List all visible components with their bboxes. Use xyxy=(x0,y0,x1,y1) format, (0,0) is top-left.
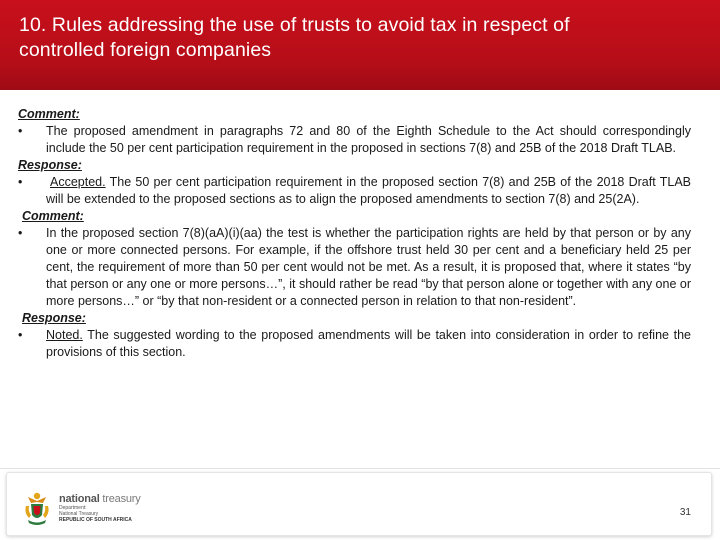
response-text-2: The suggested wording to the proposed amendments will be taken into consideration in order to refine the provisions of this section. xyxy=(46,328,691,359)
slide-footer xyxy=(6,472,712,536)
logo-department-name: National Treasury xyxy=(59,511,99,517)
response-heading-1: Response: xyxy=(18,158,82,172)
comment-bullet-1 xyxy=(18,123,691,157)
comment-heading-2: Comment: xyxy=(22,209,84,223)
comment-text-1: The proposed amendment in paragraphs 72 and 80 of the Eighth Schedule to the Act should correspondingly include the 50 per cent participation requirement in the proposed in sections 7(8) and 25B of the 2018 Draft TLAB. xyxy=(46,124,691,155)
comment-text-2: In the proposed section 7(8)(aA)(i)(aa) the test is whether the participation rights are held by that person or by any one or more connected persons. For example, if the offshore trust held 30 per cent and a beneficiary held 25 per cent, the requirement of more than 50 per cent would not be met. As a result, it is proposed that, where it states “by that person or any one or more persons…”, it should rather be read “by that person alone or together with any one or more persons…” or “by that non-resident or a connected person in relation to that non-resident”. xyxy=(46,226,691,308)
comment-heading-1: Comment: xyxy=(18,107,80,121)
logo-name: national treasury xyxy=(59,493,141,505)
bullet-marker: • xyxy=(18,328,23,342)
page-number: 31 xyxy=(679,507,691,518)
south-africa-coat-of-arms-icon xyxy=(21,491,53,532)
response-bullet-1 xyxy=(18,174,691,208)
response-heading-2: Response: xyxy=(22,311,86,325)
response-bullet-2 xyxy=(18,327,691,361)
logo-department: Department: xyxy=(59,505,87,511)
footer-divider xyxy=(0,468,720,469)
bullet-marker: • xyxy=(18,124,23,138)
bullet-marker: • xyxy=(18,226,23,240)
slide-content xyxy=(18,106,691,361)
comment-bullet-2 xyxy=(18,225,691,310)
response-text-1: The 50 per cent participation requirement in the proposed section 7(8) and 25B of the 2018 Draft TLAB will be extended to the proposed sections as to align the proposed amendments to section 7(8) and 25(2A). xyxy=(46,175,691,206)
treasury-logo-text xyxy=(59,493,141,523)
slide-title: 10. Rules addressing the use of trusts to avoid tax in respect of controlled foreign companies xyxy=(19,14,570,61)
response-lead-1: Accepted. xyxy=(50,175,106,189)
response-lead-2: Noted. xyxy=(46,328,83,342)
bullet-marker: • xyxy=(18,175,23,189)
logo-country: REPUBLIC OF SOUTH AFRICA xyxy=(59,517,132,523)
slide-header xyxy=(0,0,720,90)
